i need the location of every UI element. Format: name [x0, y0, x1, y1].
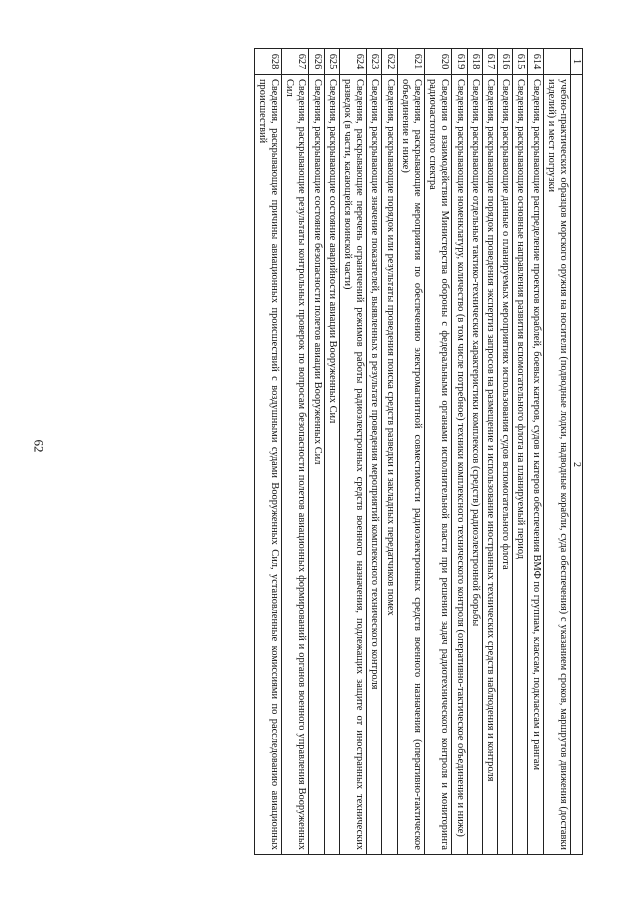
row-number: 626	[309, 49, 324, 75]
row-number: 624	[339, 49, 366, 75]
table-row	[513, 49, 528, 855]
classification-table	[254, 48, 583, 855]
continuation-num-cell	[543, 49, 570, 75]
table-row	[367, 49, 382, 855]
table-row	[424, 49, 451, 855]
row-text: Сведения, раскрывающие результаты контрольных проверок по вопросам безопасности полетов авиационных формирований и органов военного управления Вооруженных Сил	[281, 75, 308, 855]
row-number: 614	[528, 49, 543, 75]
row-number: 620	[424, 49, 451, 75]
table-row	[397, 49, 424, 855]
row-number: 625	[324, 49, 339, 75]
continuation-text: учебно-практических образцов морского оружия на носители (подводные лодки, надводные корабли, суда обеспечения) с указанием сроков, маршрутов движения (доставки изделий) и мест погрузки	[543, 75, 570, 855]
table-row	[309, 49, 324, 855]
row-text: Сведения о взаимодействии Министерства обороны с федеральными органами исполнительной власти при решении задач радиотехнического контроля и мониторинга радиочастотного спектра	[424, 75, 451, 855]
row-number: 621	[397, 49, 424, 75]
table-row	[528, 49, 543, 855]
row-text: Сведения, раскрывающие мероприятия по обеспечению электромагнитной совместимости радиоэлектронных средств военного назначения (оперативно-тактическое объединение и ниже)	[397, 75, 424, 855]
row-number: 619	[452, 49, 467, 75]
table-rotation-frame	[83, 48, 583, 855]
row-number: 618	[467, 49, 482, 75]
row-text: Сведения, раскрывающие состояние безопасности полетов авиации Вооруженных Сил	[309, 75, 324, 855]
row-text: Сведения, раскрывающие номенклатуру, количество (в том числе потребное) техники комплексного технического контроля (оперативно-тактическое объединение и ниже)	[452, 75, 467, 855]
table-row	[281, 49, 308, 855]
page-number: 62	[31, 439, 47, 453]
table-row	[324, 49, 339, 855]
table-row	[382, 49, 397, 855]
header-col-1: 1	[571, 49, 583, 75]
continuation-row	[543, 49, 570, 855]
row-text: Сведения, раскрывающие данные о планируемых мероприятиях использования судов вспомогательного флота	[497, 75, 512, 855]
row-number: 622	[382, 49, 397, 75]
header-col-2: 2	[571, 75, 583, 855]
table-row	[497, 49, 512, 855]
table-header-row	[571, 49, 583, 855]
row-text: Сведения, раскрывающие причины авиационных происшествий с воздушными судами Вооруженных Сил, установленные комиссиями по расследованию авиационных происшествий	[254, 75, 281, 855]
row-text: Сведения, раскрывающие отдельные тактико-технические характеристики комплексов (средств) радиоэлектронной борьбы	[467, 75, 482, 855]
row-number: 628	[254, 49, 281, 75]
row-number: 617	[482, 49, 497, 75]
row-text: Сведения, раскрывающие порядок или результаты проведения поиска средств разведки и закладных передатчиков помех	[382, 75, 397, 855]
table-row	[467, 49, 482, 855]
row-text: Сведения, раскрывающие основные направления развития вспомогательного флота на планируемый период	[513, 75, 528, 855]
row-text: Сведения, раскрывающие перечень ограничений режимов работы радиоэлектронных средств военного назначения, подлежащих защите от иностранных технических разведок (в части, касающейся воинской части)	[339, 75, 366, 855]
row-number: 616	[497, 49, 512, 75]
row-text: Сведения, раскрывающие распределение проектов кораблей, боевых катеров, судов и катеров обеспечения ВМФ по группам, классам, подклассам и рангам	[528, 75, 543, 855]
row-number: 627	[281, 49, 308, 75]
table-row	[482, 49, 497, 855]
table-row	[339, 49, 366, 855]
table-row	[254, 49, 281, 855]
row-number: 623	[367, 49, 382, 75]
row-text: Сведения, раскрывающие порядок проведения экспертиз запросов на размещение и использование иностранных технических средств наблюдения и контроля	[482, 75, 497, 855]
table-row	[452, 49, 467, 855]
row-number: 615	[513, 49, 528, 75]
row-text: Сведения, раскрывающие состояние аварийности авиации Вооруженных Сил	[324, 75, 339, 855]
document-table-rotated	[83, 48, 583, 855]
row-text: Сведения, раскрывающие значение показателей, выявленных в результате проведения мероприятий комплексного технического контроля	[367, 75, 382, 855]
